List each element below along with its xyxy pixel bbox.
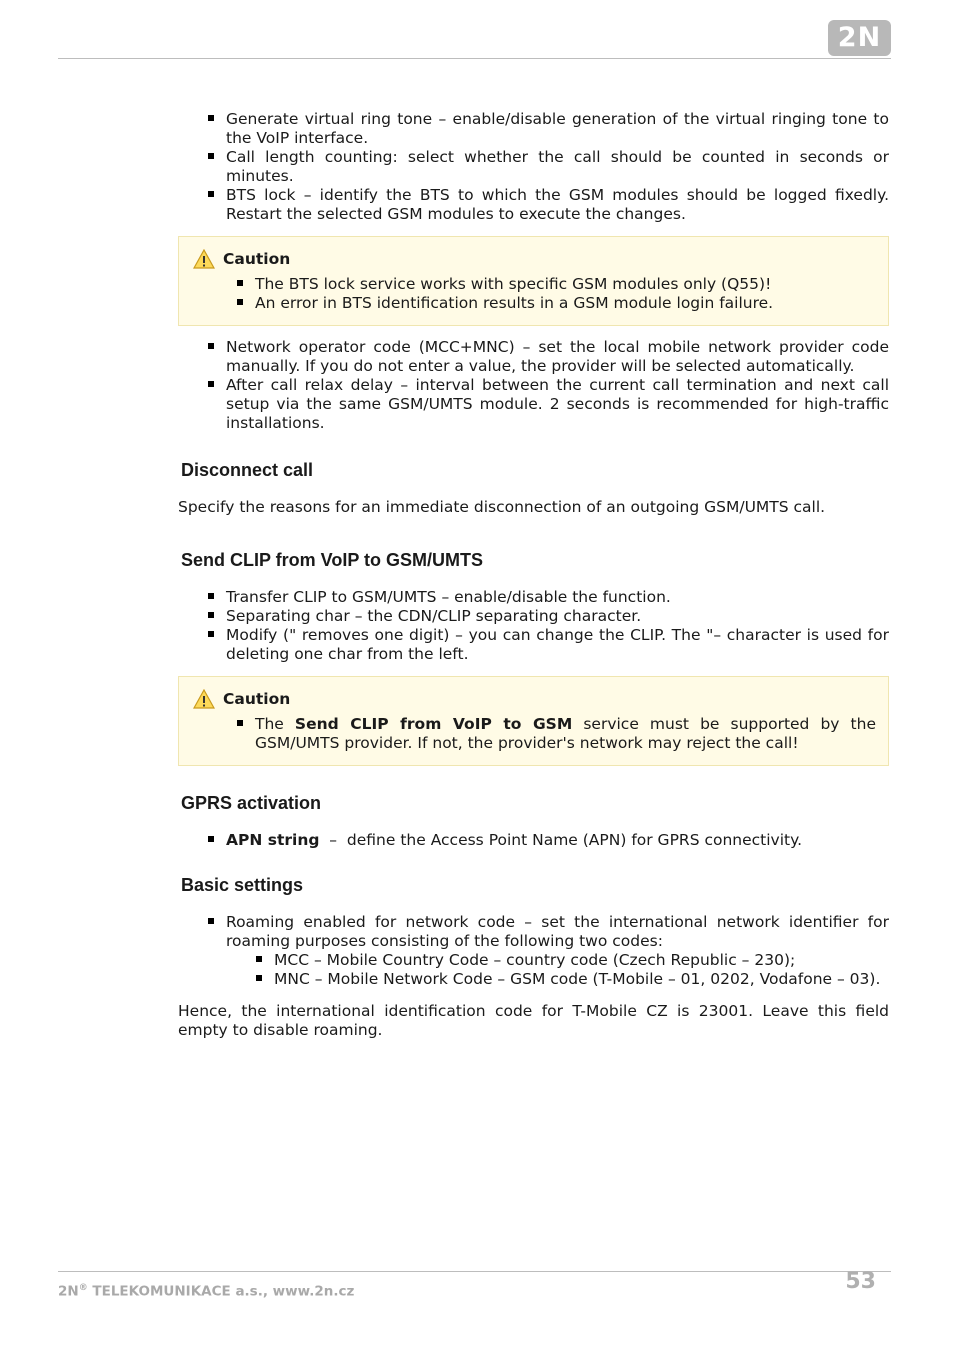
page-content bbox=[178, 110, 889, 1040]
list-item: Call length counting: select whether the call should be counted in seconds or minutes. bbox=[178, 148, 889, 186]
list-item: The BTS lock service works with specific GSM modules only (Q55)! bbox=[237, 275, 876, 294]
caution-header bbox=[193, 249, 876, 269]
warning-icon bbox=[193, 249, 215, 269]
caution-title: Caution bbox=[223, 249, 291, 268]
caution-list bbox=[237, 715, 876, 753]
list-item: MCC – Mobile Country Code – country code (Czech Republic – 230); bbox=[226, 951, 889, 970]
footer-registered-mark: ® bbox=[78, 1283, 88, 1293]
disconnect-text: Specify the reasons for an immediate disconnection of an outgoing GSM/UMTS call. bbox=[178, 498, 826, 516]
list-item: An error in BTS identification results in a GSM module login failure. bbox=[237, 294, 876, 313]
apn-string-label: APN string bbox=[226, 831, 320, 849]
list-item: Modify (" removes one digit) – you can change the CLIP. The "– character is used for deleting one char from the left. bbox=[178, 626, 889, 664]
gprs-list bbox=[178, 831, 889, 850]
page-number: 53 bbox=[845, 1269, 876, 1294]
send-clip-list bbox=[178, 588, 889, 664]
roaming-note: Hence, the international identification code for T-Mobile CZ is 23001. Leave this field empty to disable roaming. bbox=[178, 1002, 889, 1039]
caution-text-bold: Send CLIP from VoIP to GSM bbox=[294, 715, 573, 733]
footer-company bbox=[58, 1279, 354, 1302]
list-item bbox=[178, 913, 889, 989]
footer-company-text: TELEKOMUNIKACE a.s., www.2n.cz bbox=[87, 1283, 355, 1300]
settings-list-2 bbox=[178, 338, 889, 433]
heading-send-clip: Send CLIP from VoIP to GSM/UMTS bbox=[181, 550, 484, 570]
caution-text-post: service must be supported by the GSM/UMTS provider. If not, the provider's network may reject the call! bbox=[255, 715, 876, 752]
list-item: Separating char – the CDN/CLIP separating character. bbox=[178, 607, 889, 626]
basic-settings-list bbox=[178, 913, 889, 989]
settings-list-1 bbox=[178, 110, 889, 224]
caution-text-pre: The bbox=[255, 715, 295, 733]
caution-list bbox=[237, 275, 876, 313]
roaming-sub-list bbox=[226, 951, 889, 989]
list-item bbox=[178, 831, 889, 850]
list-item: MNC – Mobile Network Code – GSM code (T-Mobile – 01, 0202, Vodafone – 03). bbox=[226, 970, 889, 989]
list-item: BTS lock – identify the BTS to which the GSM modules should be logged fixedly. Restart the selected GSM modules to execute the changes. bbox=[178, 186, 889, 224]
footer-brand: 2N bbox=[58, 1283, 79, 1300]
heading-basic-settings: Basic settings bbox=[181, 875, 304, 895]
heading-gprs-activation: GPRS activation bbox=[181, 793, 322, 813]
list-item: Transfer CLIP to GSM/UMTS – enable/disable the function. bbox=[178, 588, 889, 607]
list-item: Network operator code (MCC+MNC) – set the local mobile network provider code manually. If you do not enter a value, the provider will be selected automatically. bbox=[178, 338, 889, 376]
list-item bbox=[237, 715, 876, 753]
heading-disconnect-call: Disconnect call bbox=[181, 460, 314, 480]
caution-box-bts bbox=[178, 236, 889, 326]
caution-title: Caution bbox=[223, 689, 291, 708]
warning-icon bbox=[193, 689, 215, 709]
caution-box-clip bbox=[178, 676, 889, 766]
list-item: After call relax delay – interval between the current call termination and next call setup via the same GSM/UMTS module. 2 seconds is recommended for high-traffic installations. bbox=[178, 376, 889, 433]
roaming-text: Roaming enabled for network code – set the international network identifier for roaming purposes consisting of the following two codes: bbox=[226, 913, 889, 950]
caution-header bbox=[193, 689, 876, 709]
apn-string-text: – define the Access Point Name (APN) for GPRS connectivity. bbox=[319, 831, 802, 849]
list-item: Generate virtual ring tone – enable/disable generation of the virtual ringing tone to the VoIP interface. bbox=[178, 110, 889, 148]
header-rule bbox=[58, 58, 891, 59]
brand-logo: 2N bbox=[828, 20, 891, 56]
footer-rule bbox=[58, 1271, 891, 1272]
